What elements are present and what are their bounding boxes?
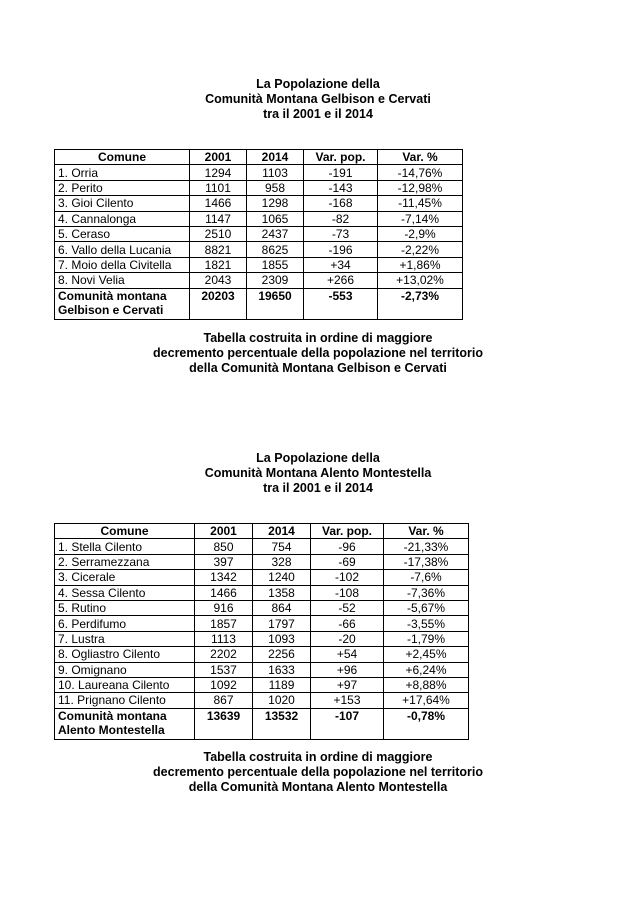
cell-comune: 5. Ceraso (55, 226, 190, 241)
cell-2014: 8625 (247, 242, 304, 257)
table2-title-line: tra il 2001 e il 2014 (263, 481, 373, 495)
table-total-row (55, 288, 463, 319)
table-row (55, 693, 469, 708)
table2-caption-line: Tabella costruita in ordine di maggiore (203, 750, 433, 764)
table-row (55, 616, 469, 631)
header-2014: 2014 (247, 150, 304, 165)
header-2014: 2014 (253, 524, 311, 539)
cell-2001: 1294 (190, 165, 247, 180)
cell-2014: 1855 (247, 257, 304, 272)
header-comune: Comune (55, 150, 190, 165)
cell-comune: 8. Novi Velia (55, 273, 190, 288)
cell-2001: 2202 (195, 647, 253, 662)
cell-2001: 1466 (190, 196, 247, 211)
cell-comune: 9. Omignano (55, 662, 195, 677)
cell-var-pct: -1,79% (384, 631, 469, 646)
table1-population (54, 149, 463, 320)
table-row (55, 196, 463, 211)
table1-title-line: tra il 2001 e il 2014 (263, 107, 373, 121)
cell-2014: 1103 (247, 165, 304, 180)
cell-var-pct: -2,9% (378, 226, 463, 241)
table-row (55, 647, 469, 662)
table1-caption (0, 331, 636, 376)
cell-2001: 8821 (190, 242, 247, 257)
table-row (55, 539, 469, 554)
cell-total-var-pop: -107 (311, 708, 384, 739)
cell-2001: 1113 (195, 631, 253, 646)
table-row (55, 226, 463, 241)
cell-total-2001: 20203 (190, 288, 247, 319)
table-row (55, 211, 463, 226)
table-row (55, 180, 463, 195)
table1-caption-line: decremento percentuale della popolazione nel territorio (153, 346, 483, 360)
cell-2001: 1101 (190, 180, 247, 195)
table-row (55, 273, 463, 288)
cell-2014: 1633 (253, 662, 311, 677)
cell-var-pct: +1,86% (378, 257, 463, 272)
cell-total-2014: 13532 (253, 708, 311, 739)
cell-2014: 2309 (247, 273, 304, 288)
cell-var-pct: +8,88% (384, 677, 469, 692)
header-var-pop: Var. pop. (304, 150, 378, 165)
cell-var-pop: -196 (304, 242, 378, 257)
total-name-line: Comunità montana (58, 708, 167, 723)
table2-population (54, 523, 469, 740)
header-var-pct: Var. % (384, 524, 469, 539)
cell-comune: 5. Rutino (55, 600, 195, 615)
cell-2014: 2437 (247, 226, 304, 241)
header-var-pct: Var. % (378, 150, 463, 165)
cell-2001: 2043 (190, 273, 247, 288)
cell-total-name (55, 288, 190, 319)
table-total-row (55, 708, 469, 739)
table1-title-line: La Popolazione della (256, 77, 380, 91)
cell-2014: 754 (253, 539, 311, 554)
cell-var-pop: -191 (304, 165, 378, 180)
cell-2014: 1240 (253, 570, 311, 585)
table-row (55, 585, 469, 600)
cell-2001: 1537 (195, 662, 253, 677)
table1-title-line: Comunità Montana Gelbison e Cervati (205, 92, 431, 106)
table-row (55, 600, 469, 615)
total-name-line: Alento Montestella (58, 722, 165, 737)
cell-total-2001: 13639 (195, 708, 253, 739)
cell-total-var-pct: -0,78% (384, 708, 469, 739)
cell-comune: 2. Serramezzana (55, 554, 195, 569)
cell-comune: 6. Vallo della Lucania (55, 242, 190, 257)
cell-comune: 3. Gioi Cilento (55, 196, 190, 211)
cell-total-name (55, 708, 195, 739)
table1-caption-line: della Comunità Montana Gelbison e Cervati (189, 361, 447, 375)
cell-2001: 2510 (190, 226, 247, 241)
cell-var-pct: -5,67% (384, 600, 469, 615)
cell-2001: 1147 (190, 211, 247, 226)
cell-comune: 10. Laureana Cilento (55, 677, 195, 692)
table-row (55, 554, 469, 569)
cell-2014: 1797 (253, 616, 311, 631)
cell-comune: 4. Cannalonga (55, 211, 190, 226)
cell-var-pop: +97 (311, 677, 384, 692)
cell-2001: 1342 (195, 570, 253, 585)
cell-2014: 958 (247, 180, 304, 195)
cell-2014: 2256 (253, 647, 311, 662)
cell-var-pop: -82 (304, 211, 378, 226)
table2-title-line: La Popolazione della (256, 451, 380, 465)
cell-comune: 1. Orria (55, 165, 190, 180)
cell-comune: 11. Prignano Cilento (55, 693, 195, 708)
cell-var-pop: +153 (311, 693, 384, 708)
table2-title-line: Comunità Montana Alento Montestella (204, 466, 432, 480)
cell-2001: 850 (195, 539, 253, 554)
cell-comune: 2. Perito (55, 180, 190, 195)
cell-2014: 1020 (253, 693, 311, 708)
cell-var-pop: -96 (311, 539, 384, 554)
total-name-line: Gelbison e Cervati (58, 302, 164, 317)
cell-var-pop: +54 (311, 647, 384, 662)
table2-caption-line: della Comunità Montana Alento Montestella (188, 780, 448, 794)
cell-total-var-pop: -553 (304, 288, 378, 319)
cell-var-pct: -2,22% (378, 242, 463, 257)
cell-var-pop: -143 (304, 180, 378, 195)
cell-2001: 1821 (190, 257, 247, 272)
cell-var-pct: -11,45% (378, 196, 463, 211)
cell-var-pct: -12,98% (378, 180, 463, 195)
table-row (55, 570, 469, 585)
cell-comune: 1. Stella Cilento (55, 539, 195, 554)
cell-2014: 1065 (247, 211, 304, 226)
cell-var-pct: -7,14% (378, 211, 463, 226)
header-var-pop: Var. pop. (311, 524, 384, 539)
cell-2014: 328 (253, 554, 311, 569)
header-2001: 2001 (195, 524, 253, 539)
table-row (55, 677, 469, 692)
cell-2001: 1466 (195, 585, 253, 600)
cell-var-pop: -108 (311, 585, 384, 600)
cell-total-2014: 19650 (247, 288, 304, 319)
cell-var-pct: -17,38% (384, 554, 469, 569)
cell-var-pop: -168 (304, 196, 378, 211)
cell-var-pop: -102 (311, 570, 384, 585)
cell-comune: 7. Moio della Civitella (55, 257, 190, 272)
header-comune: Comune (55, 524, 195, 539)
table-row (55, 165, 463, 180)
cell-2014: 864 (253, 600, 311, 615)
table2-title (0, 451, 636, 496)
cell-var-pop: -73 (304, 226, 378, 241)
total-name-line: Comunità montana (58, 288, 167, 303)
table1-caption-line: Tabella costruita in ordine di maggiore (203, 331, 433, 345)
cell-2001: 1092 (195, 677, 253, 692)
cell-comune: 4. Sessa Cilento (55, 585, 195, 600)
cell-var-pop: +266 (304, 273, 378, 288)
cell-2001: 1857 (195, 616, 253, 631)
cell-var-pct: +17,64% (384, 693, 469, 708)
table-row (55, 662, 469, 677)
cell-var-pct: -7,6% (384, 570, 469, 585)
cell-2014: 1093 (253, 631, 311, 646)
cell-var-pop: +34 (304, 257, 378, 272)
header-2001: 2001 (190, 150, 247, 165)
cell-var-pct: -21,33% (384, 539, 469, 554)
cell-comune: 7. Lustra (55, 631, 195, 646)
cell-2001: 916 (195, 600, 253, 615)
cell-2014: 1189 (253, 677, 311, 692)
cell-var-pct: -3,55% (384, 616, 469, 631)
cell-var-pct: +2,45% (384, 647, 469, 662)
cell-var-pct: -7,36% (384, 585, 469, 600)
table-row (55, 631, 469, 646)
cell-var-pop: +96 (311, 662, 384, 677)
table2-caption-line: decremento percentuale della popolazione nel territorio (153, 765, 483, 779)
table-row (55, 257, 463, 272)
table-header-row (55, 524, 469, 539)
cell-var-pct: -14,76% (378, 165, 463, 180)
table-header-row (55, 150, 463, 165)
cell-2001: 397 (195, 554, 253, 569)
cell-2014: 1298 (247, 196, 304, 211)
cell-2001: 867 (195, 693, 253, 708)
cell-var-pop: -52 (311, 600, 384, 615)
cell-comune: 8. Ogliastro Cilento (55, 647, 195, 662)
cell-var-pop: -66 (311, 616, 384, 631)
cell-total-var-pct: -2,73% (378, 288, 463, 319)
cell-2014: 1358 (253, 585, 311, 600)
cell-var-pct: +6,24% (384, 662, 469, 677)
cell-var-pct: +13,02% (378, 273, 463, 288)
table1-title (0, 77, 636, 122)
table2-caption (0, 750, 636, 795)
table-row (55, 242, 463, 257)
cell-var-pop: -20 (311, 631, 384, 646)
cell-comune: 6. Perdifumo (55, 616, 195, 631)
cell-comune: 3. Cicerale (55, 570, 195, 585)
cell-var-pop: -69 (311, 554, 384, 569)
